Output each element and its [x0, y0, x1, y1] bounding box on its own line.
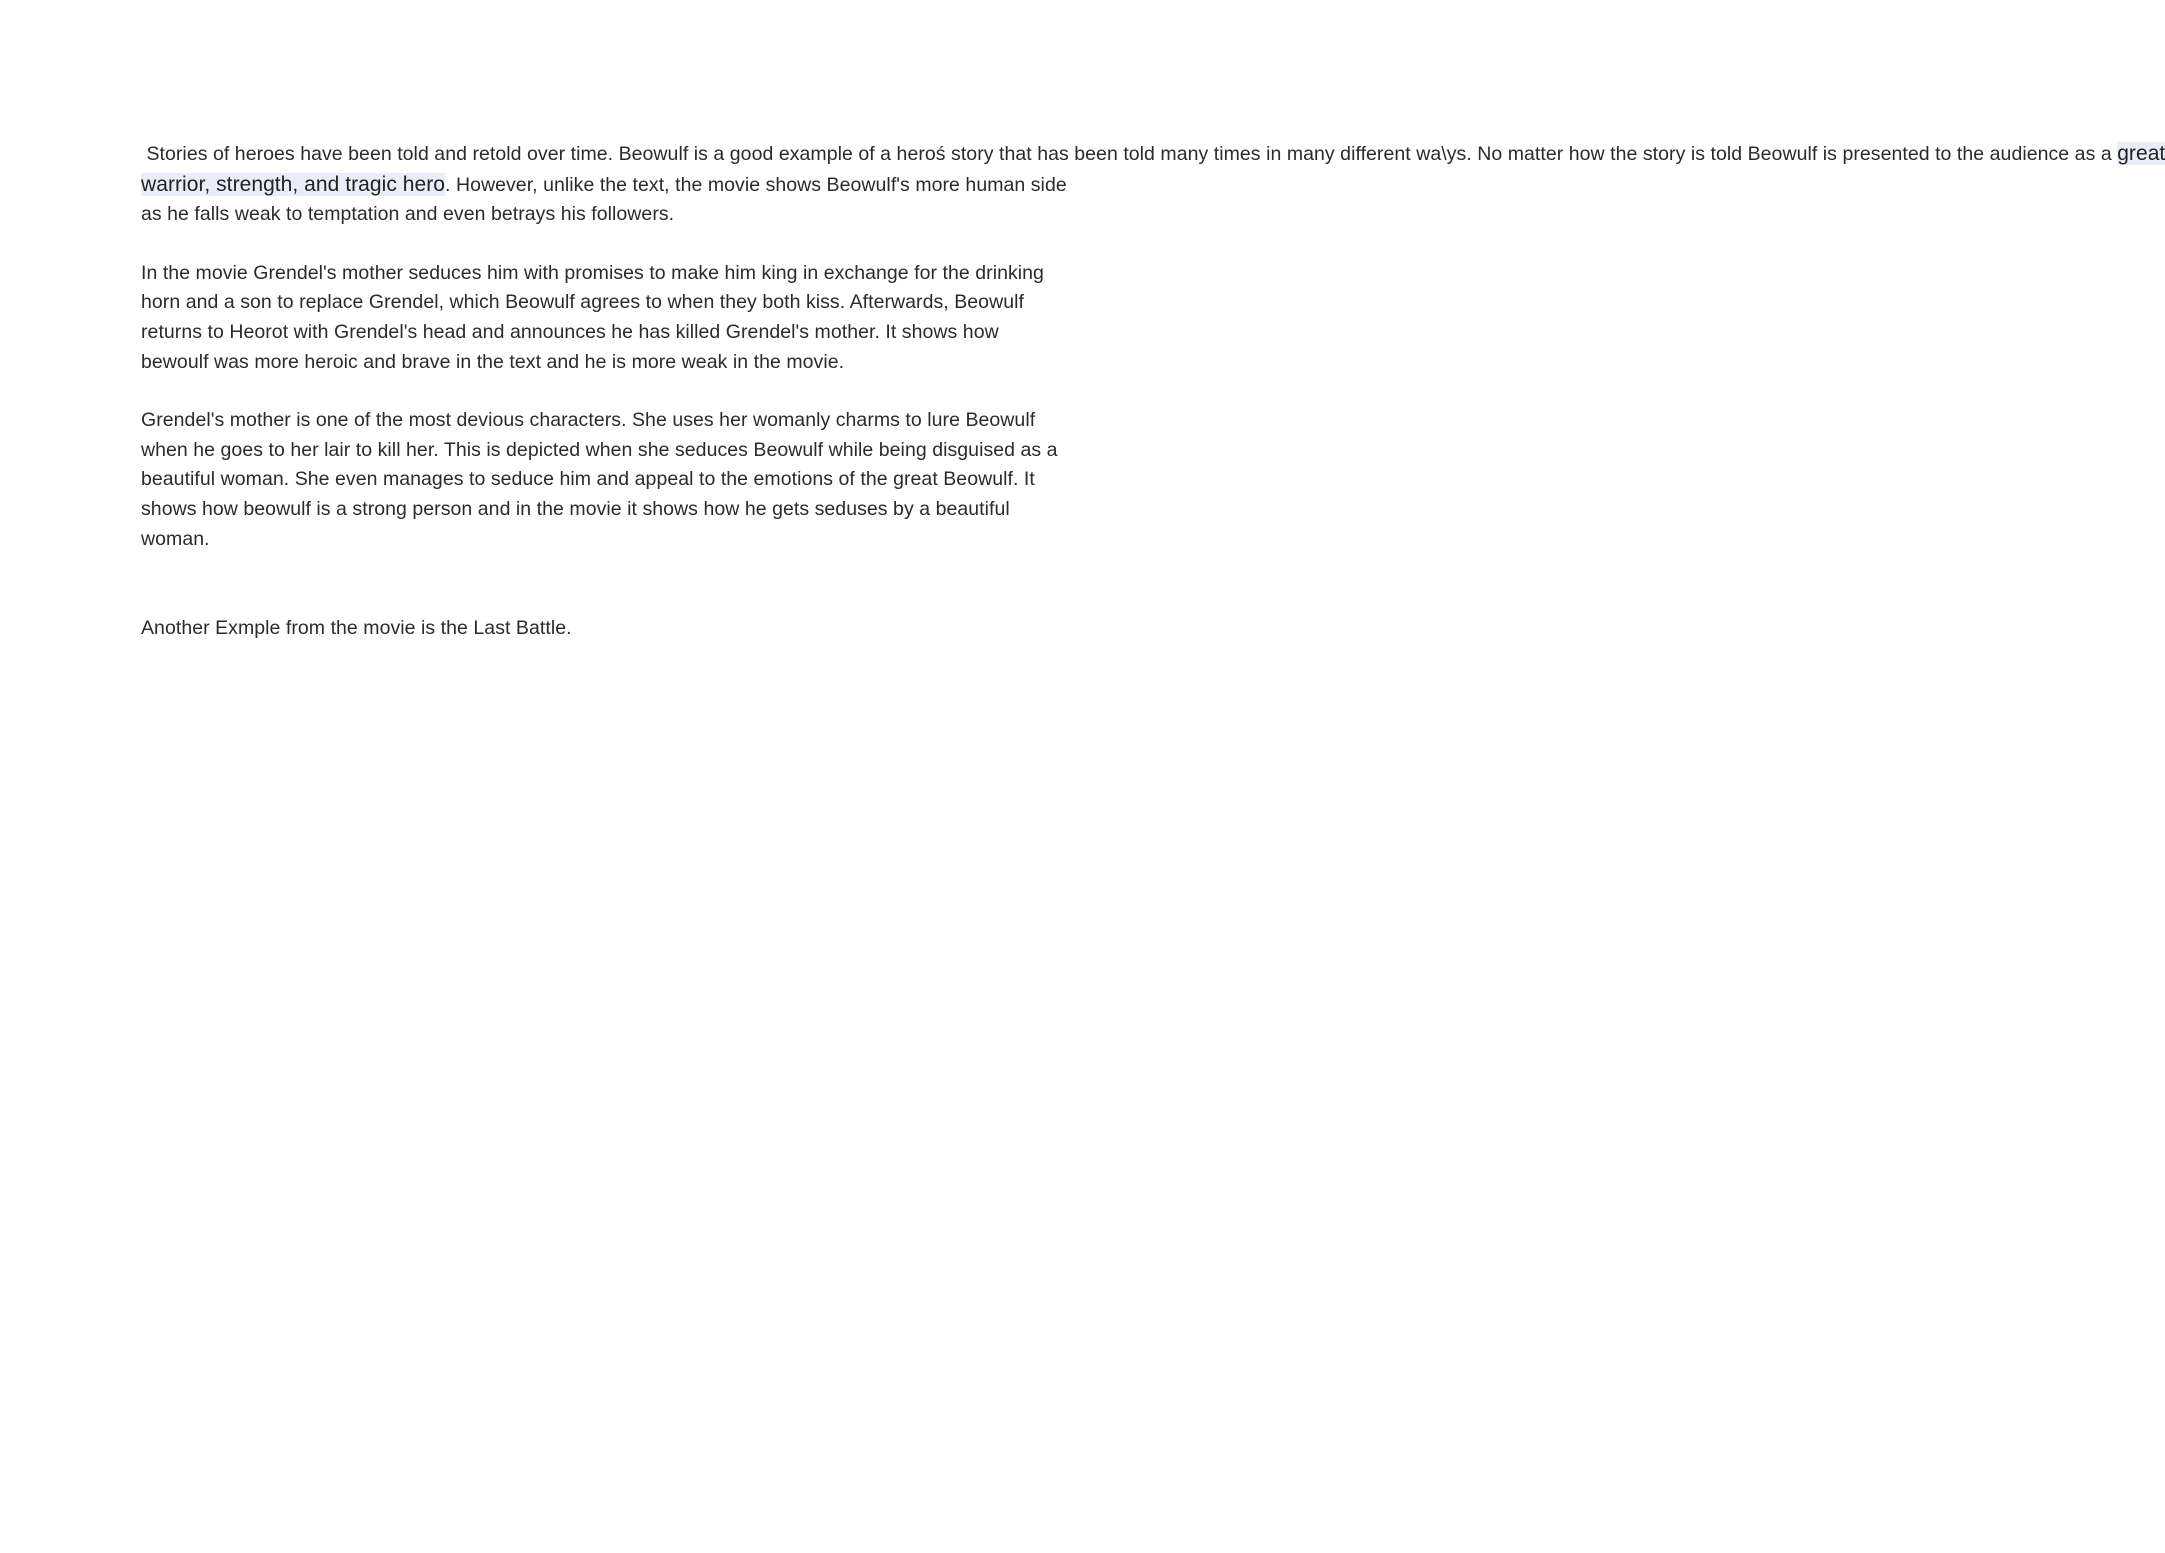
document-body [141, 139, 2165, 674]
paragraph-intro-text-end: . However, unlike the text, the movie shows Beowulf's more human side as he falls weak to temptation and even betrays his followers. [141, 173, 1067, 226]
paragraph-last-battle: Another Exmple from the movie is the Last Battle. [141, 617, 572, 640]
highlighted-phrase: great warrior, strength, and tragic hero [141, 142, 2165, 196]
paragraph-grendels-mother-seduction: In the movie Grendel's mother seduces him with promises to make him king in exchange for the drinking horn and a son to replace Grendel, which Beowulf agrees to when they both kiss. Afterwards, Beowulf returns to Heorot with Grendel's head and announces he has killed Grendel's mother. It shows how bewoulf was more heroic and brave in the text and he is more weak in the movie. [141, 261, 1044, 373]
paragraph-intro [141, 139, 2165, 230]
paragraph-devious-character: Grendel's mother is one of the most devious characters. She uses her womanly charms to lure Beowulf when he goes to her lair to kill her. This is depicted when she seduces Beowulf while being disguised as a beautiful woman. She even manages to seduce him and appeal to the emotions of the great Beowulf. It shows how beowulf is a strong person and in the movie it shows how he gets seduses by a beautiful woman. [141, 409, 1058, 550]
paragraph-intro-text-start: Stories of heroes have been told and retold over time. Beowulf is a good example of a heroś story that has been told many times in many different wa\ys. No matter how the story is told Beowulf is presented to the audience as a [141, 143, 2118, 165]
